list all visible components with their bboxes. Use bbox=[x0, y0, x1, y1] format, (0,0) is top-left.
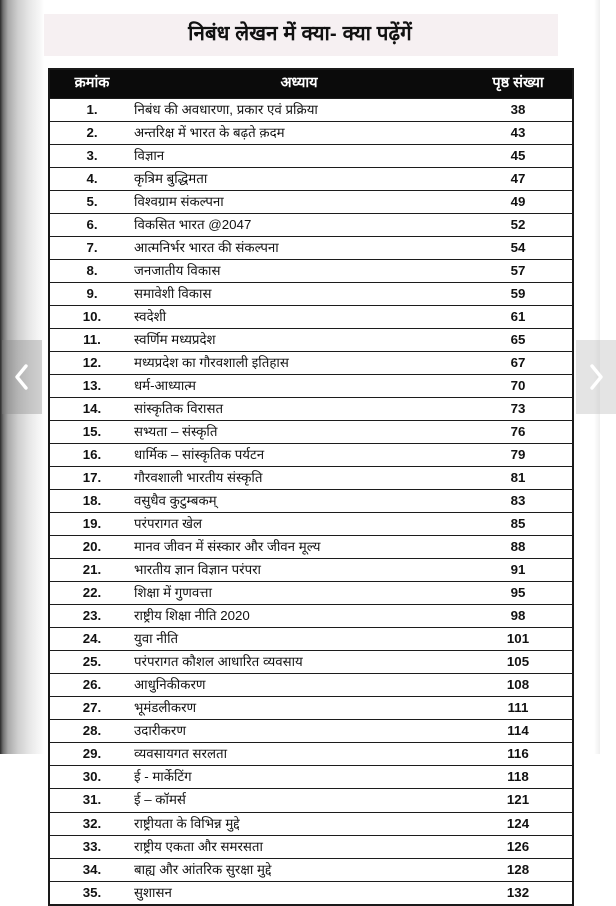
cell-serial: 29. bbox=[50, 743, 134, 766]
cell-serial: 24. bbox=[50, 628, 134, 651]
cell-page-number: 111 bbox=[464, 697, 572, 720]
cell-page-number: 98 bbox=[464, 605, 572, 628]
table-row bbox=[50, 99, 572, 122]
table-row bbox=[50, 329, 572, 352]
cell-chapter: ई - मार्केटिंग bbox=[134, 766, 464, 789]
cell-page-number: 121 bbox=[464, 789, 572, 812]
cell-serial: 12. bbox=[50, 352, 134, 375]
cell-serial: 7. bbox=[50, 237, 134, 260]
cell-chapter: शिक्षा में गुणवत्ता bbox=[134, 582, 464, 605]
cell-page-number: 70 bbox=[464, 375, 572, 398]
cell-chapter: आत्मनिर्भर भारत की संकल्पना bbox=[134, 237, 464, 260]
cell-chapter: धर्म-आध्यात्म bbox=[134, 375, 464, 398]
cell-chapter: युवा नीति bbox=[134, 628, 464, 651]
table-row bbox=[50, 375, 572, 398]
cell-page-number: 85 bbox=[464, 513, 572, 536]
cell-serial: 15. bbox=[50, 421, 134, 444]
cell-serial: 28. bbox=[50, 720, 134, 743]
cell-serial: 26. bbox=[50, 674, 134, 697]
table-row bbox=[50, 812, 572, 835]
cell-serial: 25. bbox=[50, 651, 134, 674]
cell-chapter: परंपरागत खेल bbox=[134, 513, 464, 536]
cell-chapter: धार्मिक – सांस्कृतिक पर्यटन bbox=[134, 444, 464, 467]
cell-page-number: 128 bbox=[464, 858, 572, 881]
cell-page-number: 76 bbox=[464, 421, 572, 444]
table-of-contents bbox=[48, 68, 574, 906]
table-row bbox=[50, 582, 572, 605]
next-image-button[interactable] bbox=[576, 340, 616, 414]
cell-chapter: सुशासन bbox=[134, 881, 464, 904]
cell-serial: 34. bbox=[50, 858, 134, 881]
cell-serial: 5. bbox=[50, 191, 134, 214]
cell-serial: 31. bbox=[50, 789, 134, 812]
table-row bbox=[50, 766, 572, 789]
cell-page-number: 118 bbox=[464, 766, 572, 789]
cell-page-number: 47 bbox=[464, 168, 572, 191]
cell-page-number: 101 bbox=[464, 628, 572, 651]
table-row bbox=[50, 306, 572, 329]
cell-chapter: स्वदेशी bbox=[134, 306, 464, 329]
cell-page-number: 95 bbox=[464, 582, 572, 605]
cell-page-number: 91 bbox=[464, 559, 572, 582]
table-row bbox=[50, 559, 572, 582]
cell-chapter: स्वर्णिम मध्यप्रदेश bbox=[134, 329, 464, 352]
table-row bbox=[50, 191, 572, 214]
column-header-serial: क्रमांक bbox=[50, 70, 134, 99]
cell-serial: 18. bbox=[50, 490, 134, 513]
table-row bbox=[50, 628, 572, 651]
cell-chapter: आधुनिकीकरण bbox=[134, 674, 464, 697]
cell-serial: 19. bbox=[50, 513, 134, 536]
table-row bbox=[50, 605, 572, 628]
cell-page-number: 59 bbox=[464, 283, 572, 306]
table-row bbox=[50, 858, 572, 881]
cell-chapter: निबंध की अवधारणा, प्रकार एवं प्रक्रिया bbox=[134, 99, 464, 122]
table-row bbox=[50, 168, 572, 191]
cell-page-number: 116 bbox=[464, 743, 572, 766]
previous-image-button[interactable] bbox=[2, 340, 42, 414]
cell-serial: 9. bbox=[50, 283, 134, 306]
table-row bbox=[50, 674, 572, 697]
table-row bbox=[50, 720, 572, 743]
cell-page-number: 57 bbox=[464, 260, 572, 283]
toc-table-head bbox=[50, 70, 572, 99]
column-header-chapter: अध्याय bbox=[134, 70, 464, 99]
cell-chapter: समावेशी विकास bbox=[134, 283, 464, 306]
cell-chapter: राष्ट्रीयता के विभिन्न मुद्दे bbox=[134, 812, 464, 835]
table-row bbox=[50, 881, 572, 904]
chevron-right-icon bbox=[586, 362, 606, 392]
cell-page-number: 114 bbox=[464, 720, 572, 743]
cell-chapter: परंपरागत कौशल आधारित व्यवसाय bbox=[134, 651, 464, 674]
cell-chapter: विश्वग्राम संकल्पना bbox=[134, 191, 464, 214]
table-row bbox=[50, 444, 572, 467]
cell-chapter: राष्ट्रीय शिक्षा नीति 2020 bbox=[134, 605, 464, 628]
cell-chapter: सांस्कृतिक विरासत bbox=[134, 398, 464, 421]
cell-page-number: 38 bbox=[464, 99, 572, 122]
cell-serial: 32. bbox=[50, 812, 134, 835]
table-row bbox=[50, 260, 572, 283]
toc-table-body bbox=[50, 99, 572, 904]
page-title-banner bbox=[42, 14, 558, 56]
cell-page-number: 52 bbox=[464, 214, 572, 237]
cell-page-number: 73 bbox=[464, 398, 572, 421]
cell-chapter: व्यवसायगत सरलता bbox=[134, 743, 464, 766]
cell-serial: 27. bbox=[50, 697, 134, 720]
cell-serial: 8. bbox=[50, 260, 134, 283]
table-row bbox=[50, 467, 572, 490]
table-row bbox=[50, 697, 572, 720]
cell-chapter: बाह्य और आंतरिक सुरक्षा मुद्दे bbox=[134, 858, 464, 881]
column-header-page: पृष्ठ संख्या bbox=[464, 70, 572, 99]
cell-chapter: उदारीकरण bbox=[134, 720, 464, 743]
cell-page-number: 81 bbox=[464, 467, 572, 490]
cell-serial: 13. bbox=[50, 375, 134, 398]
cell-page-number: 105 bbox=[464, 651, 572, 674]
table-row bbox=[50, 145, 572, 168]
table-row bbox=[50, 513, 572, 536]
cell-serial: 22. bbox=[50, 582, 134, 605]
cell-page-number: 61 bbox=[464, 306, 572, 329]
cell-page-number: 49 bbox=[464, 191, 572, 214]
cell-chapter: राष्ट्रीय एकता और समरसता bbox=[134, 835, 464, 858]
cell-chapter: मानव जीवन में संस्कार और जीवन मूल्य bbox=[134, 536, 464, 559]
cell-serial: 16. bbox=[50, 444, 134, 467]
table-row bbox=[50, 214, 572, 237]
cell-page-number: 43 bbox=[464, 122, 572, 145]
cell-page-number: 132 bbox=[464, 881, 572, 904]
table-row bbox=[50, 651, 572, 674]
cell-chapter: ई – कॉमर्स bbox=[134, 789, 464, 812]
cell-serial: 23. bbox=[50, 605, 134, 628]
cell-serial: 11. bbox=[50, 329, 134, 352]
cell-chapter: वसुधैव कुटुम्बकम् bbox=[134, 490, 464, 513]
table-row bbox=[50, 789, 572, 812]
cell-page-number: 108 bbox=[464, 674, 572, 697]
chevron-left-icon bbox=[12, 362, 32, 392]
toc-header-row bbox=[50, 70, 572, 99]
cell-page-number: 126 bbox=[464, 835, 572, 858]
page-title: निबंध लेखन में क्या- क्या पढ़ेंगें bbox=[188, 22, 412, 45]
table-row bbox=[50, 122, 572, 145]
cell-chapter: मध्यप्रदेश का गौरवशाली इतिहास bbox=[134, 352, 464, 375]
cell-serial: 3. bbox=[50, 145, 134, 168]
cell-serial: 2. bbox=[50, 122, 134, 145]
table-row bbox=[50, 743, 572, 766]
cell-page-number: 54 bbox=[464, 237, 572, 260]
cell-serial: 10. bbox=[50, 306, 134, 329]
cell-chapter: जनजातीय विकास bbox=[134, 260, 464, 283]
table-row bbox=[50, 421, 572, 444]
table-row bbox=[50, 283, 572, 306]
cell-serial: 4. bbox=[50, 168, 134, 191]
cell-page-number: 67 bbox=[464, 352, 572, 375]
cell-chapter: सभ्यता – संस्कृति bbox=[134, 421, 464, 444]
toc-table bbox=[50, 70, 572, 904]
cell-serial: 35. bbox=[50, 881, 134, 904]
cell-serial: 20. bbox=[50, 536, 134, 559]
cell-page-number: 88 bbox=[464, 536, 572, 559]
cell-serial: 6. bbox=[50, 214, 134, 237]
table-row bbox=[50, 835, 572, 858]
cell-chapter: भारतीय ज्ञान विज्ञान परंपरा bbox=[134, 559, 464, 582]
cell-serial: 1. bbox=[50, 99, 134, 122]
cell-page-number: 79 bbox=[464, 444, 572, 467]
table-row bbox=[50, 352, 572, 375]
table-row bbox=[50, 490, 572, 513]
cell-serial: 21. bbox=[50, 559, 134, 582]
cell-page-number: 45 bbox=[464, 145, 572, 168]
cell-serial: 30. bbox=[50, 766, 134, 789]
table-row bbox=[50, 237, 572, 260]
cell-serial: 17. bbox=[50, 467, 134, 490]
cell-chapter: विज्ञान bbox=[134, 145, 464, 168]
cell-chapter: भूमंडलीकरण bbox=[134, 697, 464, 720]
cell-page-number: 124 bbox=[464, 812, 572, 835]
table-row bbox=[50, 536, 572, 559]
cell-page-number: 65 bbox=[464, 329, 572, 352]
cell-chapter: कृत्रिम बुद्धिमता bbox=[134, 168, 464, 191]
cell-chapter: गौरवशाली भारतीय संस्कृति bbox=[134, 467, 464, 490]
cell-serial: 14. bbox=[50, 398, 134, 421]
cell-chapter: अन्तरिक्ष में भारत के बढ़ते क़दम bbox=[134, 122, 464, 145]
table-row bbox=[50, 398, 572, 421]
cell-chapter: विकसित भारत @2047 bbox=[134, 214, 464, 237]
cell-serial: 33. bbox=[50, 835, 134, 858]
cell-page-number: 83 bbox=[464, 490, 572, 513]
